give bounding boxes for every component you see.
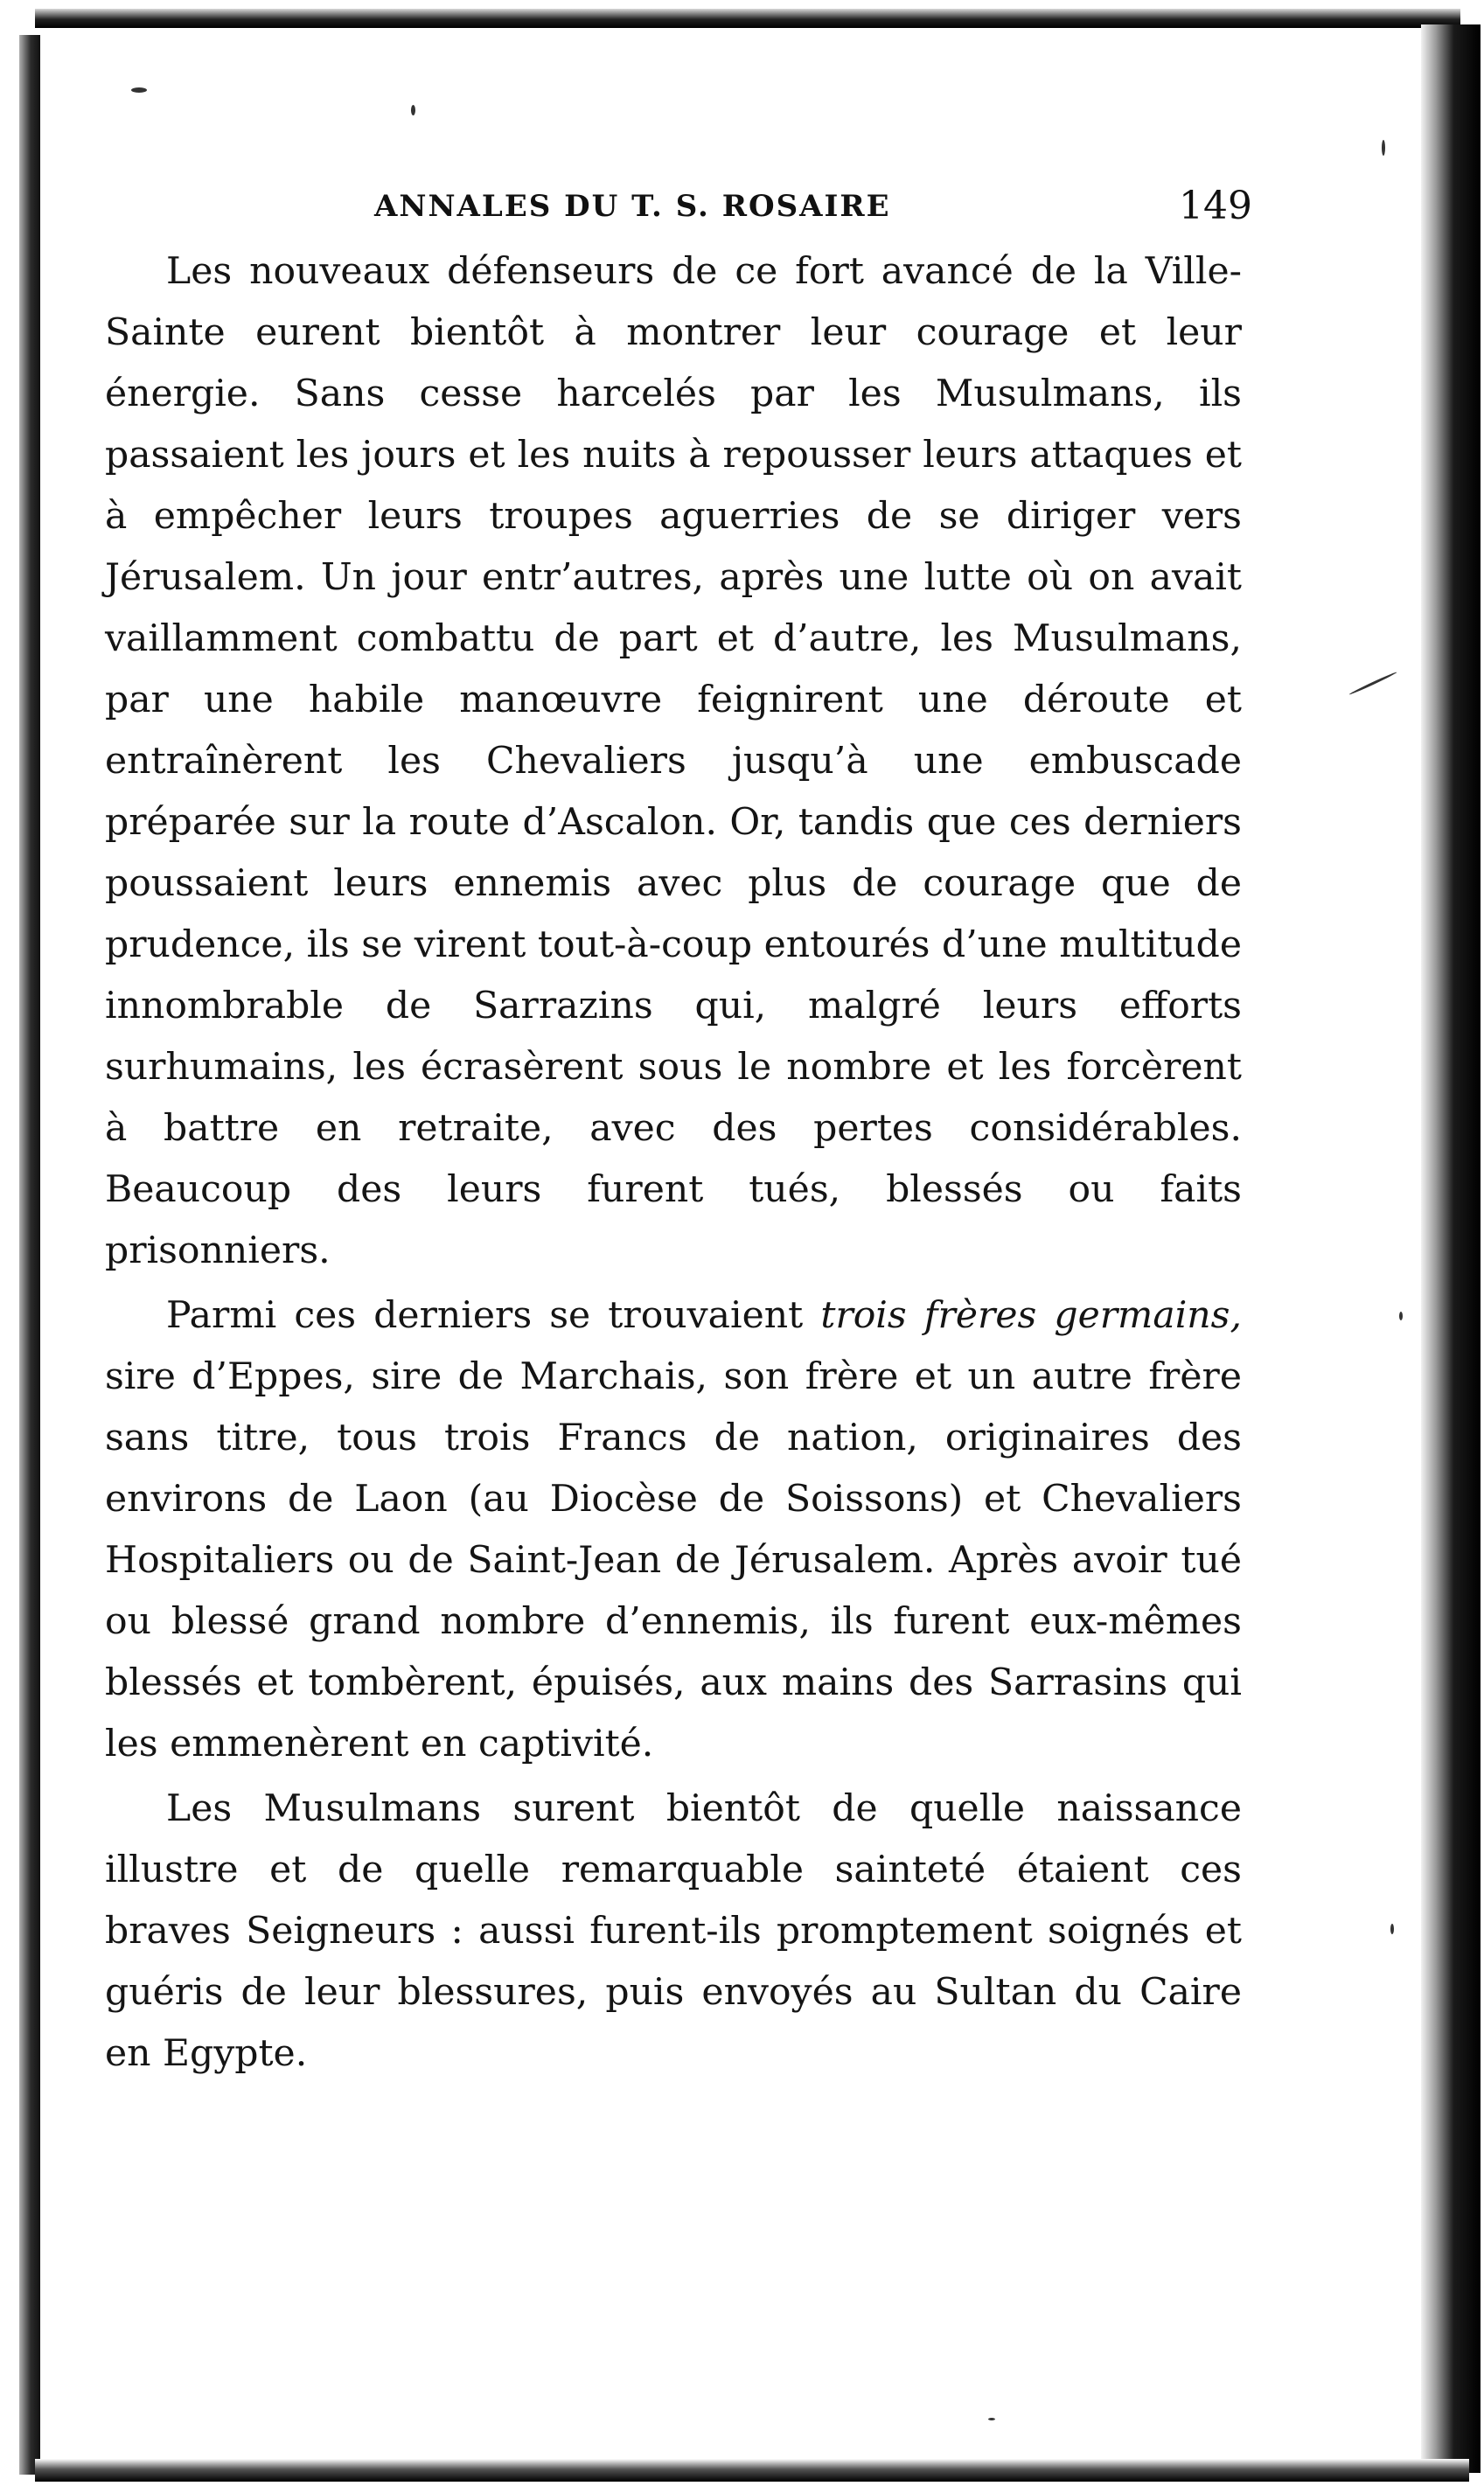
scan-border-top <box>35 9 1460 28</box>
book-page <box>105 149 1252 2085</box>
paragraph-2-end: sire d’Eppes, sire de Marchais, son frère et un autre frère sans titre, tous trois Francs de nation, originaires des environs de Laon (au Diocèse de Soissons) et Chevaliers Hospitaliers ou de Saint-Jean de Jérusalem. Après avoir tué ou blessé grand nombre d’ennemis, ils furent eux-mêmes blessés et tombèrent, épuisés, aux mains des Sarrasins qui les emmenèrent en captivité. <box>105 1355 1242 1765</box>
scan-speck <box>1399 1312 1403 1320</box>
scan-border-bottom <box>35 2459 1469 2482</box>
running-title: ANNALES DU T. S. ROSAIRE <box>374 189 891 224</box>
paragraph-3: Les Musulmans surent bientôt de quelle naissance illustre et de quelle remarquable sainteté étaient ces braves Seigneurs : aussi furent-ils promptement soignés et guéris de leur blessures, puis envoyés au Sultan du Caire en Egypte. <box>105 1787 1242 2075</box>
page-header <box>121 149 1252 228</box>
scan-speck <box>131 87 147 93</box>
scan-border-right <box>1421 24 1481 2473</box>
scan-speck <box>411 105 415 115</box>
scan-speck <box>1390 1924 1394 1934</box>
paragraph-2-emphasis: trois frères germains, <box>820 1294 1242 1337</box>
scan-speck <box>988 2418 995 2420</box>
paragraph-2-start: Parmi ces derniers se trouvaient <box>166 1294 821 1337</box>
paragraph-1: Les nouveaux défenseurs de ce fort avancé de la Ville-Sainte eurent bientôt à montrer leur courage et leur énergie. Sans cesse harcelés par les Musulmans, ils passaient les jours et les nuits à repousser leurs attaques et à empêcher leurs troupes aguerries de se diriger vers Jérusalem. Un jour entr’autres, après une lutte où on avait vaillamment combattu de part et d’autre, les Musulmans, par une habile manœuvre feignirent une déroute et entraînèrent les Chevaliers jusqu’à une embuscade préparée sur la route d’Ascalon. Or, tandis que ces derniers poussaient leurs ennemis avec plus de courage que de prudence, ils se virent tout-à-coup entourés d’une multitude innombrable de Sarrazins qui, malgré leurs efforts surhumains, les écrasèrent sous le nombre et les forcèrent à battre en retraite, avec des pertes considérables. Beaucoup des leurs furent tués, blessés ou faits prisonniers. <box>105 250 1242 1272</box>
scan-border-left <box>19 35 40 2475</box>
scan-speck <box>1348 671 1397 695</box>
scan-speck <box>1382 140 1385 156</box>
paragraph-2 <box>105 1285 1242 1775</box>
page-number: 149 <box>1179 184 1252 228</box>
body-text <box>105 241 1242 2085</box>
